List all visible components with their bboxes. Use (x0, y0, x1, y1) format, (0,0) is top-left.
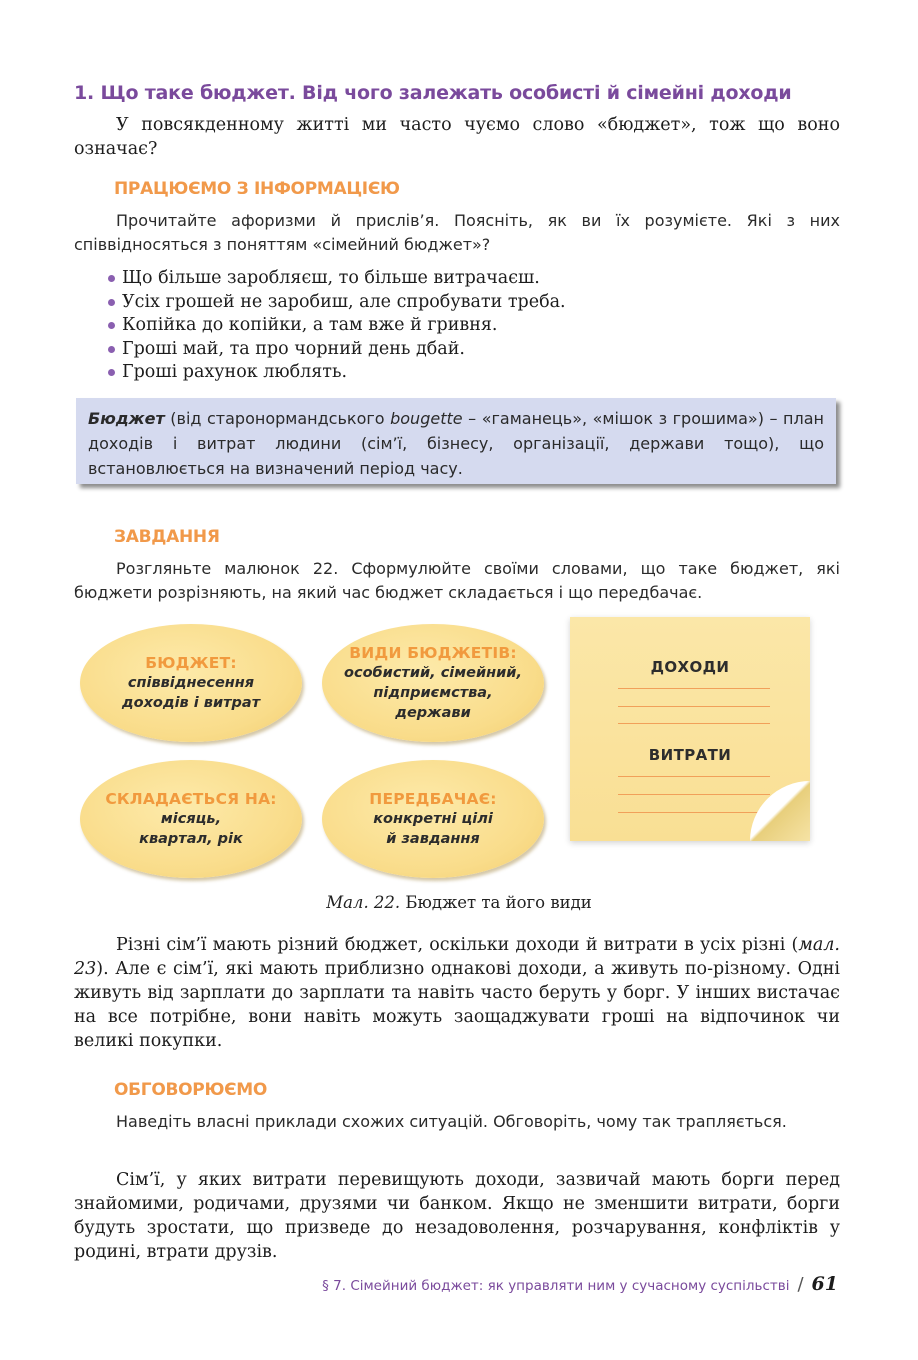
sticky-note (570, 617, 810, 841)
section-title: 1. Що таке бюджет. Від чого залежать особисті й сімейні доходи (74, 82, 792, 104)
list-item: Гроші май, та про чорний день дбай. (108, 338, 828, 362)
families-paragraph: Різні сім’ї мають різний бюджет, оскільки доходи й витрати в усіх різні (мал. 23). Але є сім’ї, які мають приблизно однакові доходи, а живуть по-різному. Одні живуть від зарплати до зарплати та навіть часто беруть у борг. У інших вистачає на все потрібне, вони навіть можуть заощаджувати гроші на відпочинок чи великі покупки. (74, 935, 840, 1051)
note-line (618, 688, 770, 689)
oval-period: СКЛАДАЄТЬСЯ НА: місяць, квартал, рік (80, 760, 302, 878)
page-number: 61 (811, 1273, 838, 1295)
definition-box (76, 398, 836, 484)
bullet-icon (108, 275, 115, 282)
definition-text: Бюджет (від старонормандського bougette – «гаманець», «мішок з грошима») – план доходів і витрат людини (сім’ї, бізнесу, організації, держави тощо), що встановлюється на визначений період часу. (88, 409, 824, 478)
note-expenses-label: ВИТРАТИ (648, 746, 732, 764)
oval-budget: БЮДЖЕТ: співвіднесення доходів і витрат (80, 624, 302, 742)
definition-origin: bougette (390, 409, 463, 428)
footer-separator: / (797, 1274, 804, 1295)
list-item: Копійка до копійки, а там вже й гривня. (108, 314, 828, 338)
oval-budget-types: ВИДИ БЮДЖЕТІВ: особистий, сімейний, підприємства, держави (322, 624, 544, 742)
note-line (618, 794, 770, 795)
oval-goals: ПЕРЕДБАЧАЄ: конкретні цілі й завдання (322, 760, 544, 878)
page-footer (322, 1273, 838, 1295)
figure-caption: Мал. 22. Бюджет та його види (326, 893, 592, 912)
note-line (618, 706, 770, 707)
list-item: Гроші рахунок люблять. (108, 361, 828, 385)
note-line (618, 812, 770, 813)
debts-paragraph: Сім’ї, у яких витрати перевищують доходи, зазвичай мають борги перед знайомими, родичами, друзями чи банком. Якщо не зменшити витрати, борги будуть зростати, що призведе до незадоволення, розчарування, конфліктів у родині, втрати друзів. (74, 1170, 840, 1262)
discuss-text: Наведіть власні приклади схожих ситуацій. Обговоріть, чому так трапляється. (116, 1112, 787, 1131)
intro-paragraph: У повсякденному житті ми часто чуємо слово «бюджет», тож що воно означає? (74, 115, 840, 159)
task-heading: ЗАВДАННЯ (114, 527, 220, 547)
definition-term: Бюджет (88, 409, 165, 428)
bullet-icon (108, 346, 115, 353)
bullet-icon (108, 369, 115, 376)
figure-reference: мал. 23 (74, 935, 840, 979)
bullet-icon (108, 299, 115, 306)
list-item: Усіх грошей не заробиш, але спробувати треба. (108, 291, 828, 315)
bullet-icon (108, 322, 115, 329)
note-income-label: ДОХОДИ (650, 658, 730, 676)
page-curl (750, 781, 810, 841)
note-line (618, 723, 770, 724)
discuss-heading: ОБГОВОРЮЄМО (114, 1080, 268, 1100)
info-heading: ПРАЦЮЄМО З ІНФОРМАЦІЄЮ (114, 179, 400, 199)
chapter-title: § 7. Сімейний бюджет: як управляти ним у сучасному суспільстві (322, 1278, 790, 1294)
task-text: Розгляньте малюнок 22. Сформулюйте своїми словами, що таке бюджет, які бюджети розрізняють, на який час бюджет складається і що передбачає. (74, 559, 840, 602)
proverbs-list (108, 267, 828, 385)
note-line (618, 776, 770, 777)
list-item: Що більше заробляєш, то більше витрачаєш. (108, 267, 828, 291)
info-text: Прочитайте афоризми й прислів’я. Поясніть, як ви їх розумієте. Які з них співвідносяться з поняттям «сімейний бюджет»? (74, 211, 840, 254)
